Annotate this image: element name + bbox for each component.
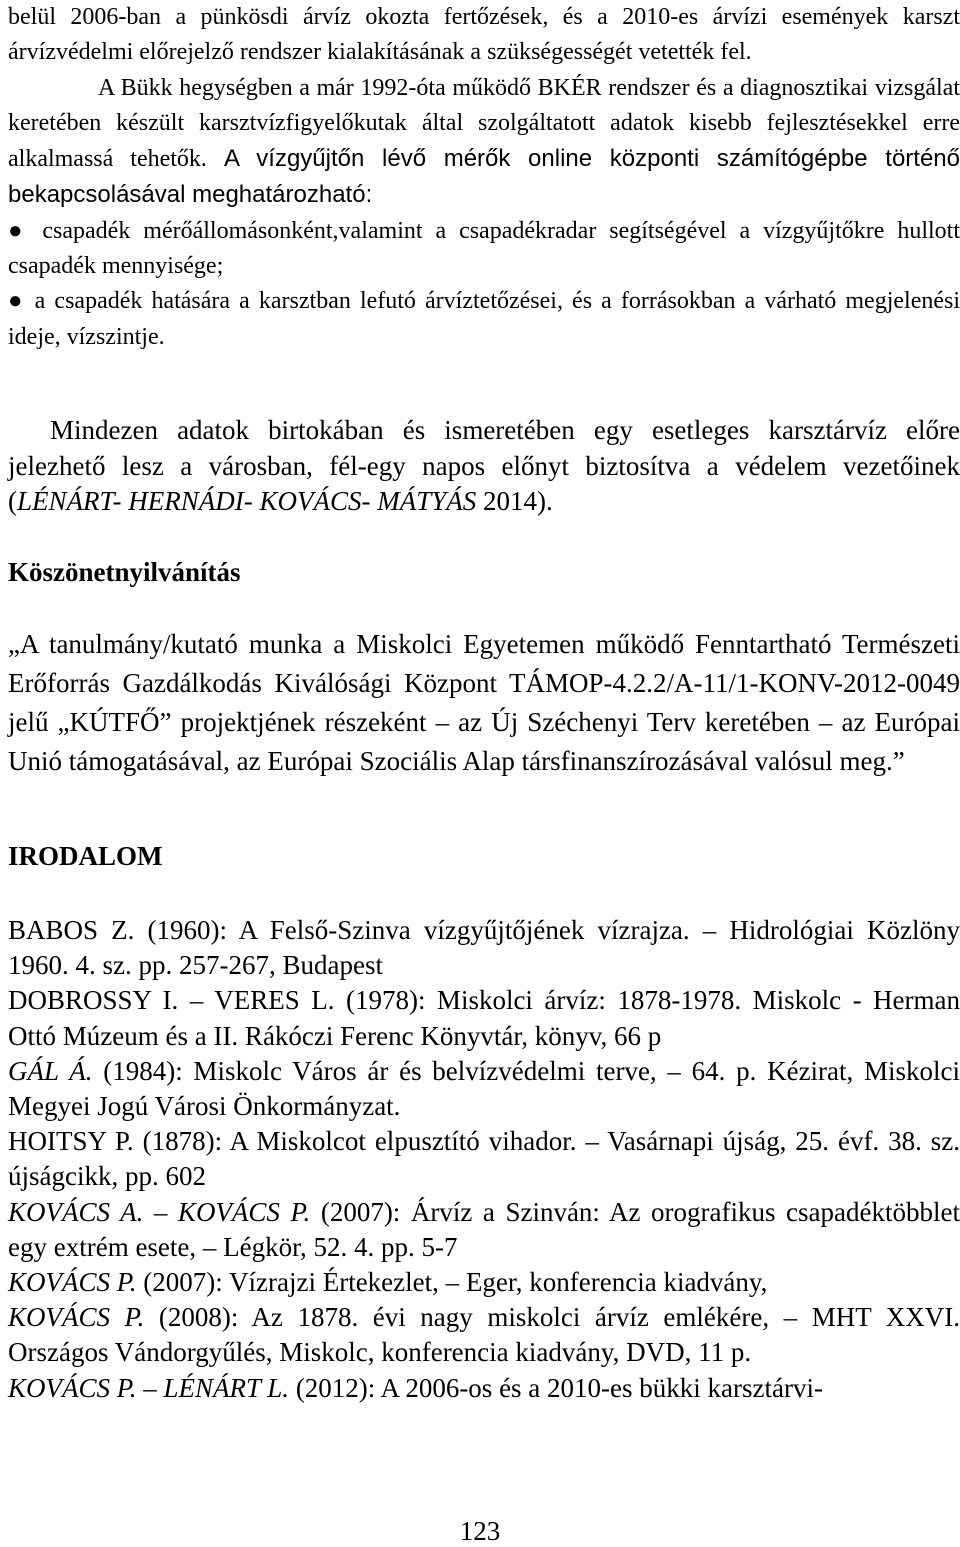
reference-details: (2007): Árvíz a Szinván: Az orografikus csapadéktöbblet egy extrém esete, – Légkör, 52. 4. pp. 5-7 bbox=[8, 1196, 960, 1262]
intro-paragraph bbox=[8, 0, 960, 355]
reference-item bbox=[8, 1265, 960, 1300]
acknowledgement-heading: Köszönetnyilvánítás bbox=[8, 557, 241, 587]
reference-details: (1960): A Felső-Szinva vízgyűjtőjének vízrajza. – Hidrológiai Közlöny 1960. 4. sz. pp. 257-267, Budapest bbox=[8, 915, 960, 981]
reference-details: (1878): A Miskolcot elpusztító vihador. – Vasárnapi újság, 25. évf. 38. sz. újságcikk, pp. 602 bbox=[8, 1126, 960, 1192]
reference-authors: KOVÁCS P. bbox=[8, 1302, 145, 1333]
reference-item bbox=[8, 983, 960, 1053]
reference-item bbox=[8, 1300, 960, 1370]
bukk-sentence: A Bükk hegységben a már 1992-óta működő BKÉR rendszer és a diagnosztikai vizsgálat keretében készült karsztvízfigyelőkutak által szolgáltatott adatok kisebb fejlesztésekkel erre alkalmassá tehetők. bbox=[8, 74, 960, 173]
reference-details: (1984): Miskolc Város ár és belvízvédelmi terve, – 64. p. Kézirat, Miskolci Megyei Jogú Városi Önkormányzat. bbox=[8, 1055, 960, 1122]
reference-details: (1978): Miskolci árvíz: 1878-1978. Miskolc - Herman Ottó Múzeum és a II. Rákóczi Ferenc Könyvtár, könyv, 66 p bbox=[8, 985, 960, 1051]
reference-item bbox=[8, 1054, 960, 1124]
citation-year: 2014). bbox=[476, 486, 553, 516]
reference-authors: HOITSY P. bbox=[8, 1126, 134, 1157]
conclusion-indent bbox=[8, 415, 50, 445]
reference-authors: KOVÁCS P. bbox=[8, 1267, 137, 1298]
reference-item bbox=[8, 913, 960, 983]
measure-text: A vízgyűjtőn lévő mérők online központi számítógépbe történő bekapcsolásával meghatározható: bbox=[8, 145, 960, 209]
bullet-item-precipitation: ● csapadék mérőállomásonként,valamint a csapadékradar segítségével a vízgyűjtőkre hullott csapadék mennyisége; bbox=[8, 217, 960, 280]
reference-item bbox=[8, 1124, 960, 1194]
reference-details: (2007): Vízrajzi Értekezlet, – Eger, konferencia kiadvány, bbox=[136, 1267, 768, 1298]
reference-item bbox=[8, 1371, 960, 1406]
intro-lead-text: belül 2006-ban a pünkösdi árvíz okozta fertőzések, és a 2010-es árvízi események karszt árvízvédelmi előrejelző rendszer kialakításának a szükségességét vetették fel. bbox=[8, 4, 960, 66]
reference-authors: GÁL Á. bbox=[8, 1055, 93, 1086]
page-number: 123 bbox=[459, 1516, 501, 1546]
conclusion-text: Mindezen adatok birtokában és ismeretében egy esetleges karsztárvíz előre jelezhető lesz a városban, fél-egy napos előnyt biztosítva a védelem vezetőinek ( bbox=[8, 415, 960, 516]
reference-details: (2012): A 2006-os és a 2010-es bükki karsztárvi- bbox=[289, 1372, 823, 1403]
reference-authors: BABOS Z. bbox=[8, 915, 135, 945]
acknowledgement-text: „A tanulmány/kutató munka a Miskolci Egyetemen működő Fenntartható Természeti Erőforrás Gazdálkodás Kiválósági Központ TÁMOP-4.2.2/A-11/1-KONV-2012-0049 jelű „KÚTFŐ” projektjének részeként – az Új Széchenyi Terv keretében – az Európai Unió támogatásával, az Európai Szociális Alap társfinanszírozásával valósul meg.” bbox=[8, 629, 960, 776]
reference-details: (2008): Az 1878. évi nagy miskolci árvíz emlékére, – MHT XXVI. Országos Vándorgyűlés, Miskolc, konferencia kiadvány, DVD, 11 p. bbox=[8, 1302, 960, 1368]
references-list bbox=[8, 913, 960, 1406]
citation-authors: LÉNÁRT- HERNÁDI- KOVÁCS- MÁTYÁS bbox=[17, 486, 477, 516]
conclusion-paragraph bbox=[8, 413, 960, 520]
bullet-item-flood-peak: ● a csapadék hatására a karsztban lefutó árvíztetőzései, és a forrásokban a várható megjelenési ideje, vízszintje. bbox=[8, 288, 960, 350]
reference-authors: DOBROSSY I. – VERES L. bbox=[8, 985, 335, 1016]
reference-item bbox=[8, 1195, 960, 1265]
references-heading: IRODALOM bbox=[8, 841, 163, 871]
reference-authors: KOVÁCS P. – LÉNÁRT L. bbox=[8, 1372, 290, 1403]
reference-authors: KOVÁCS A. – KOVÁCS P. bbox=[8, 1196, 311, 1227]
